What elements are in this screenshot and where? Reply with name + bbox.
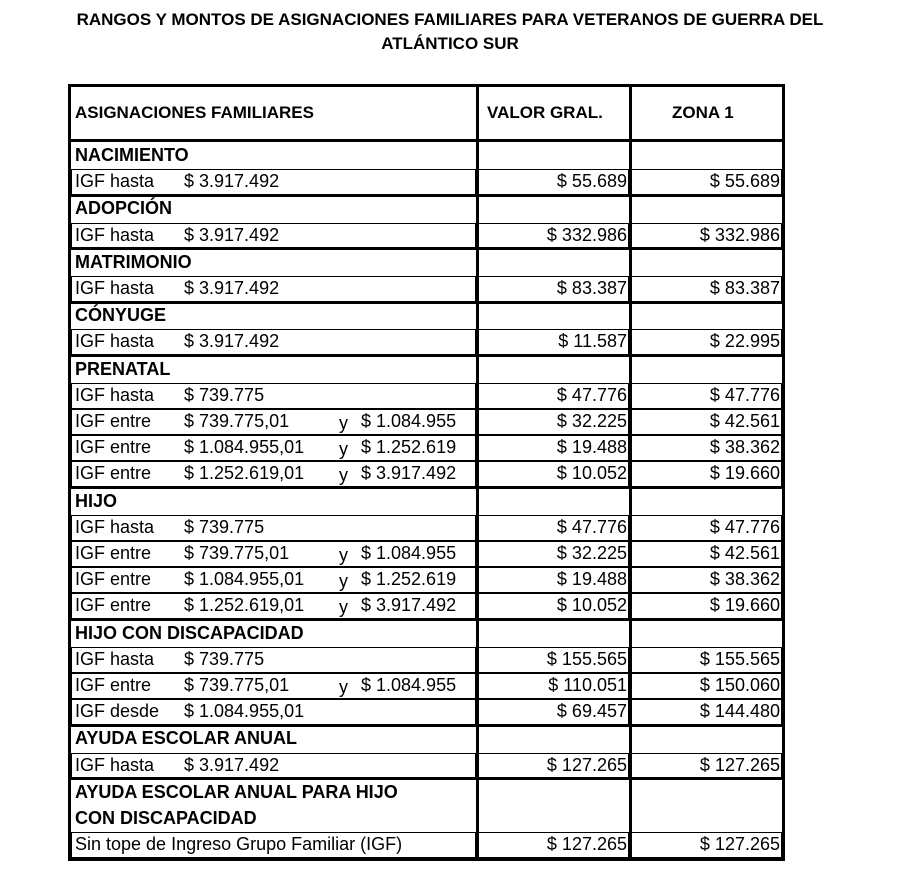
row-from-amount: $ 739.775,01: [184, 543, 290, 563]
row-zona-1: $ 42.561: [709, 543, 780, 563]
row-label: IGF hasta: [75, 648, 155, 669]
row-from-amount: $ 1.084.955,01: [184, 701, 305, 722]
row-label: IGF entre: [75, 569, 152, 590]
row-from-amount: $ 3.917.492: [184, 224, 280, 245]
row-valor-gral: $ 83.387: [556, 278, 627, 298]
row-from-amount: $ 3.917.492: [184, 754, 280, 775]
row-zona-1: $ 47.776: [709, 384, 780, 405]
row-cell-box: [71, 329, 476, 355]
row-zona-1: $ 22.995: [709, 331, 780, 352]
row-valor-gral: $ 32.225: [556, 411, 627, 431]
row-valor-gral: $ 19.488: [556, 569, 627, 590]
title-line-1: RANGOS Y MONTOS DE ASIGNACIONES FAMILIARES PARA VETERANOS DE GUERRA DEL: [76, 10, 824, 29]
row-cell-box: [629, 276, 782, 302]
row-zona-1: $ 150.060: [699, 675, 780, 695]
row-conjunction: y: [339, 597, 348, 618]
row-to-amount: $ 1.084.955: [361, 543, 457, 563]
row-conjunction: y: [339, 677, 348, 697]
row-cell-box: [476, 647, 629, 673]
row-cell-box: [629, 169, 782, 195]
section-divider: [71, 301, 782, 304]
row-label: IGF entre: [75, 463, 152, 484]
row-label: IGF entre: [75, 675, 152, 695]
row-cell-box: [71, 541, 476, 567]
row-from-amount: $ 739.775,01: [184, 675, 290, 695]
row-cell-box: [71, 647, 476, 673]
row-cell-box: [71, 699, 476, 725]
row-valor-gral: $ 55.689: [556, 171, 627, 192]
row-label: IGF hasta: [75, 171, 155, 192]
row-zona-1: $ 19.660: [709, 595, 780, 616]
row-cell-box: [629, 753, 782, 779]
row-zona-1: $ 38.362: [709, 437, 780, 458]
row-cell-box: [71, 169, 476, 195]
row-cell-box: [71, 753, 476, 779]
row-cell-box: [476, 169, 629, 195]
row-cell-box: [476, 541, 629, 567]
row-to-amount: $ 1.084.955: [361, 675, 457, 695]
header-asignaciones: ASIGNACIONES FAMILIARES: [75, 103, 314, 122]
row-cell-box: [476, 515, 629, 541]
row-cell-box: [476, 673, 629, 699]
row-cell-box: [476, 593, 629, 619]
row-cell-box: [71, 832, 476, 858]
section-name: PRENATAL: [75, 358, 171, 379]
allowances-table: [68, 84, 785, 861]
row-from-amount: $ 1.084.955,01: [184, 569, 305, 590]
row-cell-box: [71, 435, 476, 461]
row-label: IGF hasta: [75, 278, 155, 298]
section-name: HIJO CON DISCAPACIDAD: [75, 622, 304, 643]
row-cell-box: [476, 383, 629, 409]
row-cell-box: [629, 699, 782, 725]
row-label: IGF entre: [75, 595, 152, 616]
section-name: NACIMIENTO: [75, 145, 189, 165]
row-valor-gral: $ 47.776: [556, 516, 627, 537]
row-to-amount: $ 1.252.619: [361, 437, 457, 458]
row-valor-gral: $ 110.051: [548, 675, 627, 695]
row-zona-1: $ 127.265: [699, 754, 780, 775]
row-zona-1: $ 38.362: [709, 569, 780, 590]
row-conjunction: y: [339, 413, 348, 433]
header-valor-gral: VALOR GRAL.: [487, 103, 603, 122]
row-zona-1: $ 155.565: [699, 648, 780, 669]
row-from-amount: $ 1.084.955,01: [184, 437, 305, 458]
row-from-amount: $ 739.775: [184, 648, 265, 669]
row-cell-box: [71, 567, 476, 593]
section-divider: [71, 354, 782, 357]
row-zona-1: $ 47.776: [709, 516, 780, 537]
row-cell-box: [629, 541, 782, 567]
row-from-amount: $ 3.917.492: [184, 331, 280, 352]
row-cell-box: [629, 329, 782, 355]
row-label: Sin tope de Ingreso Grupo Familiar (IGF): [75, 834, 403, 855]
row-cell-box: [629, 567, 782, 593]
row-cell-box: [476, 276, 629, 302]
row-valor-gral: $ 32.225: [556, 543, 627, 563]
row-cell-box: [71, 409, 476, 435]
row-zona-1: $ 19.660: [709, 463, 780, 484]
row-label: IGF desde: [75, 701, 160, 722]
row-cell-box: [476, 567, 629, 593]
row-valor-gral: $ 19.488: [556, 437, 627, 458]
section-name: AYUDA ESCOLAR ANUAL: [75, 728, 298, 749]
row-from-amount: $ 1.252.619,01: [184, 463, 305, 484]
page-title: [0, 8, 900, 56]
row-cell-box: [629, 461, 782, 487]
header-zona-1: ZONA 1: [672, 103, 734, 122]
row-cell-box: [476, 753, 629, 779]
row-cell-box: [71, 515, 476, 541]
row-zona-1: $ 83.387: [709, 278, 780, 298]
row-conjunction: y: [339, 571, 348, 592]
row-label: IGF hasta: [75, 754, 155, 775]
row-valor-gral: $ 127.265: [546, 834, 627, 855]
section-divider: [71, 194, 782, 197]
row-from-amount: $ 739.775: [184, 516, 265, 537]
row-valor-gral: $ 332.986: [546, 224, 627, 245]
row-zona-1: $ 42.561: [709, 411, 780, 431]
row-cell-box: [71, 673, 476, 699]
row-label: IGF entre: [75, 437, 152, 458]
row-from-amount: $ 739.775: [184, 384, 265, 405]
section-name-line-2: CON DISCAPACIDAD: [75, 808, 257, 828]
row-to-amount: $ 3.917.492: [361, 595, 457, 616]
row-cell-box: [476, 223, 629, 249]
row-conjunction: y: [339, 439, 348, 460]
row-to-amount: $ 1.252.619: [361, 569, 457, 590]
row-valor-gral: $ 155.565: [546, 648, 627, 669]
row-cell-box: [476, 461, 629, 487]
title-line-2: ATLÁNTICO SUR: [381, 34, 519, 53]
row-from-amount: $ 3.917.492: [184, 278, 280, 298]
row-cell-box: [629, 647, 782, 673]
row-label: IGF hasta: [75, 516, 155, 537]
row-cell-box: [71, 593, 476, 619]
row-label: IGF hasta: [75, 224, 155, 245]
row-cell-box: [476, 699, 629, 725]
row-cell-box: [629, 435, 782, 461]
row-from-amount: $ 739.775,01: [184, 411, 290, 431]
section-name-line-1: AYUDA ESCOLAR ANUAL PARA HIJO: [75, 781, 398, 802]
row-cell-box: [71, 223, 476, 249]
section-name: HIJO: [75, 490, 118, 511]
row-cell-box: [629, 593, 782, 619]
row-cell-box: [476, 832, 629, 858]
section-divider: [71, 486, 782, 489]
row-cell-box: [476, 329, 629, 355]
section-name: MATRIMONIO: [75, 251, 192, 272]
row-cell-box: [629, 832, 782, 858]
row-valor-gral: $ 47.776: [556, 384, 627, 405]
row-label: IGF entre: [75, 543, 152, 563]
row-valor-gral: $ 10.052: [556, 595, 627, 616]
row-cell-box: [71, 276, 476, 302]
row-conjunction: y: [339, 465, 348, 486]
row-zona-1: $ 332.986: [699, 224, 780, 245]
row-cell-box: [629, 409, 782, 435]
row-valor-gral: $ 69.457: [556, 701, 627, 722]
row-label: IGF hasta: [75, 331, 155, 352]
row-cell-box: [476, 409, 629, 435]
row-cell-box: [629, 383, 782, 409]
row-zona-1: $ 144.480: [699, 701, 780, 722]
row-valor-gral: $ 10.052: [556, 463, 627, 484]
row-cell-box: [71, 461, 476, 487]
row-from-amount: $ 3.917.492: [184, 171, 280, 192]
row-cell-box: [629, 223, 782, 249]
row-cell-box: [71, 383, 476, 409]
row-conjunction: y: [339, 545, 348, 565]
row-zona-1: $ 55.689: [709, 171, 780, 192]
row-to-amount: $ 1.084.955: [361, 411, 457, 431]
row-zona-1: $ 127.265: [699, 834, 780, 855]
row-from-amount: $ 1.252.619,01: [184, 595, 305, 616]
row-cell-box: [629, 515, 782, 541]
row-label: IGF hasta: [75, 384, 155, 405]
section-name: CÓNYUGE: [75, 305, 167, 326]
row-valor-gral: $ 127.265: [546, 754, 627, 775]
row-cell-box: [476, 435, 629, 461]
row-valor-gral: $ 11.587: [558, 331, 627, 352]
row-to-amount: $ 3.917.492: [361, 463, 457, 484]
row-cell-box: [629, 673, 782, 699]
section-name: ADOPCIÓN: [75, 198, 173, 219]
row-label: IGF entre: [75, 411, 152, 431]
